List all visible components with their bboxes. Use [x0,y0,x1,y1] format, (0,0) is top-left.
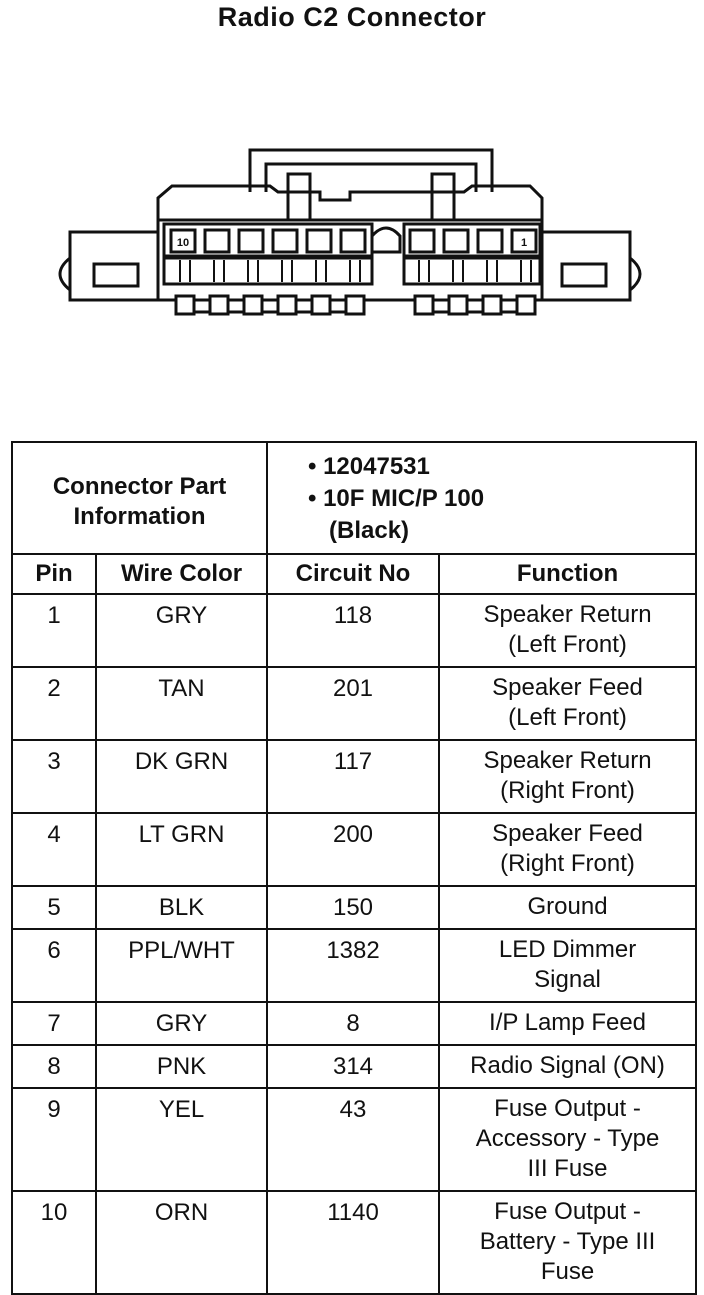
pin-rows [12,594,696,1294]
function-line: III Fuse [527,1155,608,1182]
function-line: Speaker Feed [492,820,643,847]
connector-info-table [11,441,697,1295]
part-info-label-line2: Information [73,503,206,530]
wire-color-cell: BLK [96,886,267,929]
table-row [12,1045,696,1088]
function-line: (Right Front) [500,777,635,804]
circuit-no-cell: 201 [267,667,439,740]
circuit-no-cell: 117 [267,740,439,813]
pin-label-1: 1 [520,237,528,249]
column-header-circuit-no: Circuit No [267,554,439,594]
function-line: (Left Front) [508,631,627,658]
function-line: Ground [527,893,608,920]
function-cell [439,886,696,929]
function-line: Speaker Feed [492,674,643,701]
wire-color-cell: DK GRN [96,740,267,813]
circuit-no-cell: 200 [267,813,439,886]
part-description: • 10F MIC/P 100 [308,485,485,512]
circuit-no-cell: 1140 [267,1191,439,1294]
part-info-row [12,442,696,554]
wire-color-cell: GRY [96,1002,267,1045]
function-line: (Left Front) [508,704,627,731]
function-line: LED Dimmer [498,936,637,963]
pin-cell: 3 [12,740,96,813]
function-line: Accessory - Type [475,1125,660,1152]
pin-cell: 8 [12,1045,96,1088]
circuit-no-cell: 314 [267,1045,439,1088]
part-info-label-line1: Connector Part [52,473,227,500]
circuit-no-cell: 8 [267,1002,439,1045]
pin-cell: 10 [12,1191,96,1294]
table-row [12,1088,696,1191]
table-row [12,1002,696,1045]
pin-cell: 9 [12,1088,96,1191]
pin-cell: 5 [12,886,96,929]
circuit-no-cell: 150 [267,886,439,929]
function-line: (Right Front) [500,850,635,877]
function-line: Signal [534,966,601,993]
column-header-function: Function [439,554,696,594]
pin-cell: 4 [12,813,96,886]
diagram-title: Radio C2 Connector [217,2,487,32]
wire-color-cell: ORN [96,1191,267,1294]
table-row [12,667,696,740]
pin-label-10: 10 [176,237,190,249]
connector-drawing [40,140,670,320]
wire-color-cell: TAN [96,667,267,740]
function-line: Battery - Type III [479,1228,656,1255]
table-row [12,1191,696,1294]
function-line: Speaker Return [483,747,652,774]
table-row [12,740,696,813]
function-cell [439,594,696,667]
part-info-values [267,442,696,554]
function-cell [439,813,696,886]
wire-color-cell: PPL/WHT [96,929,267,1002]
table-row [12,929,696,1002]
wire-color-cell: PNK [96,1045,267,1088]
column-header-row [12,554,696,594]
function-cell [439,1002,696,1045]
column-header-wire-color: Wire Color [96,554,267,594]
pin-cell: 7 [12,1002,96,1045]
pin-cell: 1 [12,594,96,667]
function-cell [439,740,696,813]
function-cell [439,1191,696,1294]
function-line: Fuse [540,1258,595,1285]
wire-color-cell: GRY [96,594,267,667]
pin-cell: 6 [12,929,96,1002]
function-line: Fuse Output - [494,1198,641,1225]
table-row [12,594,696,667]
table-row [12,886,696,929]
part-info-label [12,442,267,554]
function-cell [439,929,696,1002]
function-cell [439,1045,696,1088]
function-line: Fuse Output - [494,1095,641,1122]
table-row [12,813,696,886]
part-color: (Black) [329,517,410,544]
column-header-pin: Pin [12,554,96,594]
wire-color-cell: LT GRN [96,813,267,886]
part-number: • 12047531 [308,453,430,480]
pin-cell: 2 [12,667,96,740]
function-line: Radio Signal (ON) [470,1052,665,1079]
circuit-no-cell: 1382 [267,929,439,1002]
function-cell [439,1088,696,1191]
wire-color-cell: YEL [96,1088,267,1191]
function-cell [439,667,696,740]
circuit-no-cell: 43 [267,1088,439,1191]
function-line: I/P Lamp Feed [489,1009,647,1036]
circuit-no-cell: 118 [267,594,439,667]
function-line: Speaker Return [483,601,652,628]
